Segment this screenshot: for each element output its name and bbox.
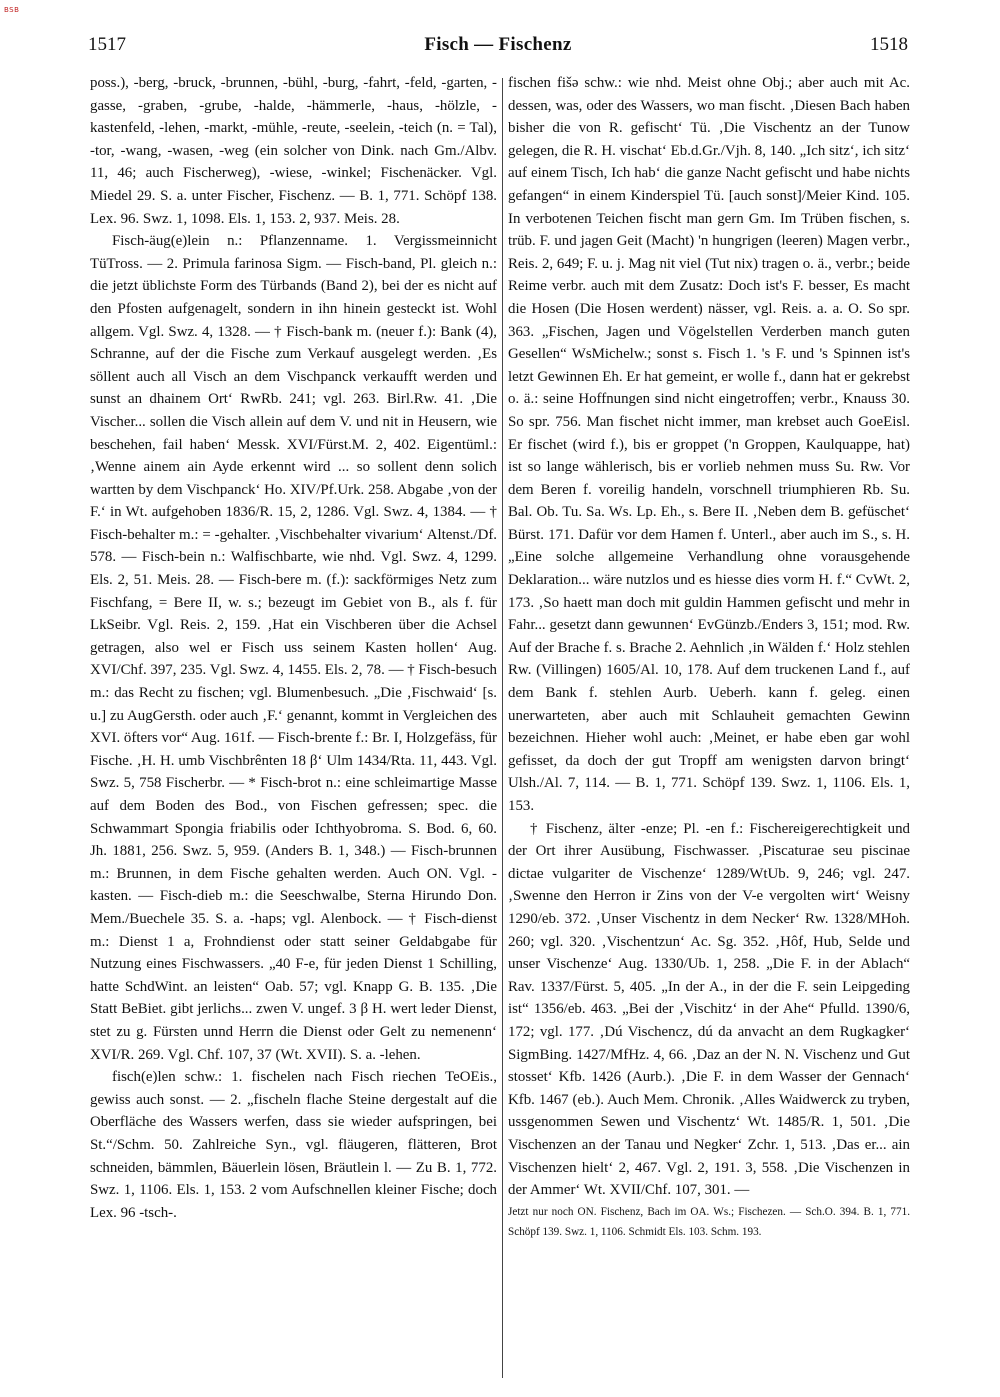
entry-fischenz-note: Jetzt nur noch ON. Fischenz, Bach im OA. Ws.; Fischezen. — Sch.O. 394. B. 1, 771. Schöpf 139. Swz. 1, 1106. Schmidt Els. 103. Schm. 193. [508, 1205, 910, 1238]
entry-fischelen: fisch(e)len schw.: 1. fischelen nach Fisch riechen TeOEis., gewiss auch sonst. — 2. „fischeln flache Steine dergestalt auf die Oberfläche des Wassers werfen, dass sie wieder aufspringen, bei St.“/Schm. 50. Zahlreiche Syn., vgl. fläugeren, flätteren, Brot schneiden, bämmlen, Bäuerlein lösen, Bräutlein l. — Zu B. 1, 772. Swz. 1, 1106. Els. 1, 153. 2 vom Aufschnellen kleiner Fische; doch Lex. 96 -tsch-. [90, 1069, 497, 1221]
page-number-right: 1518 [870, 34, 908, 55]
right-column [508, 72, 910, 1382]
page-header [88, 34, 908, 58]
entry-fisch-aeugelein: Fisch-äug(e)lein n.: Pflanzenname. 1. Vergissmeinnicht TüTross. — 2. Primula farinosa Sigm. — Fisch-band, Pl. gleich n.: die jetzt üblichste Form des Türbands (Band 2), bei der es nicht auf den Pfosten aufgenagelt, sondern in ihn hinein gesteckt ist. Wohl allgem. Vgl. Swz. 4, 1328. — † Fisch-bank m. (neuer f.): Bank (4), Schranne, auf der die Fische zum Verkauf ausgelegt werden. ‚Es söllent auch all Visch an dem Vischpanck verkaufft werden und sunst an dhainem Ort‘ RwRb. 241; vgl. 263. Birl.Rw. 41. ‚Die Vischer... sollen die Visch allein auf dem V. und nit in Heusern, wie beschehen, fail haben‘ Messk. XVI/Fürst.M. 2, 402. Eigentüml.: ‚Wenne ainem ain Ayde erkennt wird ... so sollent denn solich wartten by dem Vischpanck‘ Ho. XIV/Pf.Urk. 258. Abgabe ‚von der F.‘ in Wt. aufgehoben 1836/R. 15, 2, 1286. Vgl. Swz. 4, 1384. — † Fisch-behalter m.: = -gehalter. ‚Vischbehalter vivarium‘ Altenst./Df. 578. — Fisch-bein n.: Walfischbarte, wie nhd. Vgl. Swz. 4, 1299. Els. 2, 51. Meis. 28. — Fisch-bere m. (f.): sackförmiges Netz zum Fischfang, = Bere II, w. s.; bezeugt im Gebiet von B., als f. für LkSeibr. Vgl. Reis. 2, 159. ‚Hat ein Vischberen über die Achsel getragen, also wel er Fisch uss seinem Kasten hollen‘ Aug. XVI/Chf. 397, 235. Vgl. Swz. 4, 1455. Els. 2, 78. — † Fisch-besuch m.: das Recht zu fischen; vgl. Blumenbesuch. „Die ‚Fischwaid‘ [s. u.] zu AugGersth. oder auch ‚F.‘ genannt, kommt in Vergleichen des XVI. öfters vor“ Aug. 161f. — Fisch-brente f.: Br. I, Holzgefäss, für Fische. ‚H. H. umb Vischbrênten 18 β‘ Ulm 1434/Rta. 11, 443. Vgl. Swz. 5, 758 Fischerbr. — * Fisch-brot n.: eine schleimartige Masse auf dem Boden des Bod., von Fischen gefressen; spec. die Schwammart Spongia friabilis oder Ichthyobroma. S. Bod. 6, 60. Jh. 1881, 256. Swz. 5, 959. (Anders B. 1, 348.) — Fisch-brunnen m.: Brunnen, in dem Fische gehalten werden. Auch ON. Vgl. -kasten. — Fisch-dieb m.: die Seeschwalbe, Sterna Hirundo Don. Mem./Buechele 35. S. a. -haps; vgl. Alenbock. — † Fisch-dienst m.: Dienst 1 a, Frohndienst oder statt seiner Geldabgabe für Nutzung eines Fischwassers. „40 F-e, für jeden Dienst 1 Schilling, hatte SchdWint. an leisten“ Oab. 57; vgl. Knapp G. B. 135. ‚Die Statt BeBiet. gibt jerlichs... zwen V. ungef. 3 β H. wert leder Dienst, stet zu g. Fürsten unnd Herrn die Dienst oder Gelt zu nemenenn‘ XVI/R. 269. Vgl. Chf. 107, 37 (Wt. XVII). S. a. -lehen. [90, 233, 497, 1063]
column-divider [502, 78, 503, 1378]
entry-fischen: fischen fišə schw.: wie nhd. Meist ohne Obj.; aber auch mit Ac. dessen, was, oder des Wassers, wo man fischt. ‚Diesen Bach haben bisher die von R. gefischt‘ Tü. ‚Die Vischentz an der Tunow gelegen, die R. H. vischat‘ Eb.d.Gr./Vjh. 8, 140. „Ich sitz‘, ich sitz‘ auf einem Tisch, Ich hab‘ die ganze Nacht gefischt und habe nichts gefangen“ in einem Kinderspiel Tü. [auch sonst]/Meier Kind. 105. In verbotenen Teichen fischt man gern Gm. Im Trüben fischen, s. trüb. F. und jagen Geit (Macht) 'n hungrigen (leeren) Magen verbr., Reis. 2, 649; F. u. j. Mag nit viel (Tut nix) tragen o. ä., verbr.; beide Reime verbr. auch mit dem Zusatz: Doch ist's F. besser, Es macht die Hosen (Die Hosen werdent) nässer, vgl. Reis. a. a. O. So spr. 363. „Fischen, Jagen und Vögelstellen Verderben manch guten Gesellen“ WsMichelw.; sonst s. Fisch 1. 's F. und 's Spinnen ist's letzt Gewinnen Eh. Er hat gemeint, er wolle f., dann hat er gekrebst o. ä.: seine Hoffnungen sind nicht eingetroffen; verbr., Knauss 30. So spr. 756. Man fischet nicht immer, man krebset auch GoeEisl. Er fischet (wird f.), bis er groppet ('n Groppen, Kaulquappe, hat) ist so lange wählerisch, bis er vorlieb nehmen muss Su. Rw. Vor dem Beren f. voreilig handeln, vorschnell triumphieren Rb. Su. Bal. Ob. Tu. Sa. Ws. Lp. Eh., s. Bere II. ‚Neben dem B. gefüschet‘ Bürst. 171. Dafür vor dem Hamen f. Unterl., aber auch im S., s. H. „Eine solche allgemeine Verhandlung ohne vorausgehende Deklaration... wäre nutzlos und es hiesse dies vorm H. f.“ CvWt. 2, 173. ‚So haett man doch mit guldin Hammen gefischt und mehr in Fahr... gesetzt dann gewunnen‘ EvGünzb./Enders 3, 151; mod. Rw. Auf der Brache f. s. Brache 2. Aehnlich ‚in Wälden f.‘ Holz stehlen Rw. (Villingen) 1605/Al. 10, 178. Auf dem truckenen Land f., auf dem Bank f. stehlen Aurb. Ueberh. kann f. geleg. einen unerwarteten, aber auch mit Schlauheit gemachten Gewinn bezeichnen. Hieher wohl auch: ‚Meinet, er habe eben gar wohl gefisset, da doch der gut Tropff am wenigsten darvon bringt‘ Ulsh./Al. 7, 114. — B. 1, 771. Schöpf 139. Swz. 1, 1106. Els. 1, 153. [508, 75, 910, 814]
library-stamp: BSB [4, 6, 20, 14]
entry-fischenz: † Fischenz, älter -enze; Pl. -en f.: Fischereigerechtigkeit und der Ort ihrer Ausübung, Fischwasser. ‚Piscaturae seu piscinae dictae vulgariter de Vischenze‘ 1289/WtUb. 9, 246; vgl. 247. ‚Swenne den Herron ir Zins von der V-e vergolten wirt‘ Weisny 1290/eb. 372. ‚Unser Vischentz in dem Necker‘ Rw. 1328/MHoh. 260; vgl. 320. ‚Vischentzun‘ Ac. Sg. 352. ‚Hôf, Hub, Selde und unser Vischenze‘ Aug. 1330/Ub. 1, 258. „Die F. in der Ablach“ Rav. 1337/Fürst. 5, 405. „In der A., in der die F. sein Leipgeding ist“ 1356/eb. 463. „Bei der ‚Vischitz‘ in der Ahe“ Pfulld. 1390/6, 172; vgl. 177. ‚Dú Vischencz, dú da anvacht an dem Rugkagker‘ SigmBing. 1427/MfHz. 4, 66. ‚Daz an der N. N. Vischenz und Gut stosset‘ Kfb. 1426 (Aurb.). ‚Die F. in dem Wasser der Gennach‘ Kfb. 1467 (eb.). Auch Mem. Chronik. ‚Alles Waidwerck zu tryben, ussgenommen Sewen und Vischentz‘ Wt. 1485/R. 1, 501. ‚Die Vischenzen an der Tanau und Negker‘ Zchr. 1, 513. ‚Das er... ain Vischenzen hielt‘ 2, 467. Vgl. 2, 191. 3, 558. ‚Die Vischenzen in der Ammer‘ Wt. XVII/Chf. 107, 301. — [508, 820, 910, 1199]
entry-fisch-compounds: poss.), -berg, -bruck, -brunnen, -bühl, -burg, -fahrt, -feld, -garten, -gasse, -graben, -grube, -halde, -hämmerle, -haus, -hölzle, -kastenfeld, -lehen, -markt, -mühle, -reute, -seelein, -teich (n. = Tal), -tor, -wang, -wasen, -weg (ein solcher von Dink. nach Gm./Albv. 11, 46; auch Fischerweg), -wiese, -winkel; Fischenäcker. Vgl. Miedel 29. S. a. unter Fischer, Fischenz. — B. 1, 771. Schöpf 138. Lex. 96. Swz. 1, 1098. Els. 1, 153. 2, 937. Meis. 28. [90, 75, 497, 227]
page-number-left: 1517 [88, 34, 126, 55]
left-column [90, 72, 497, 1382]
page-title: Fisch — Fischenz [424, 34, 572, 55]
